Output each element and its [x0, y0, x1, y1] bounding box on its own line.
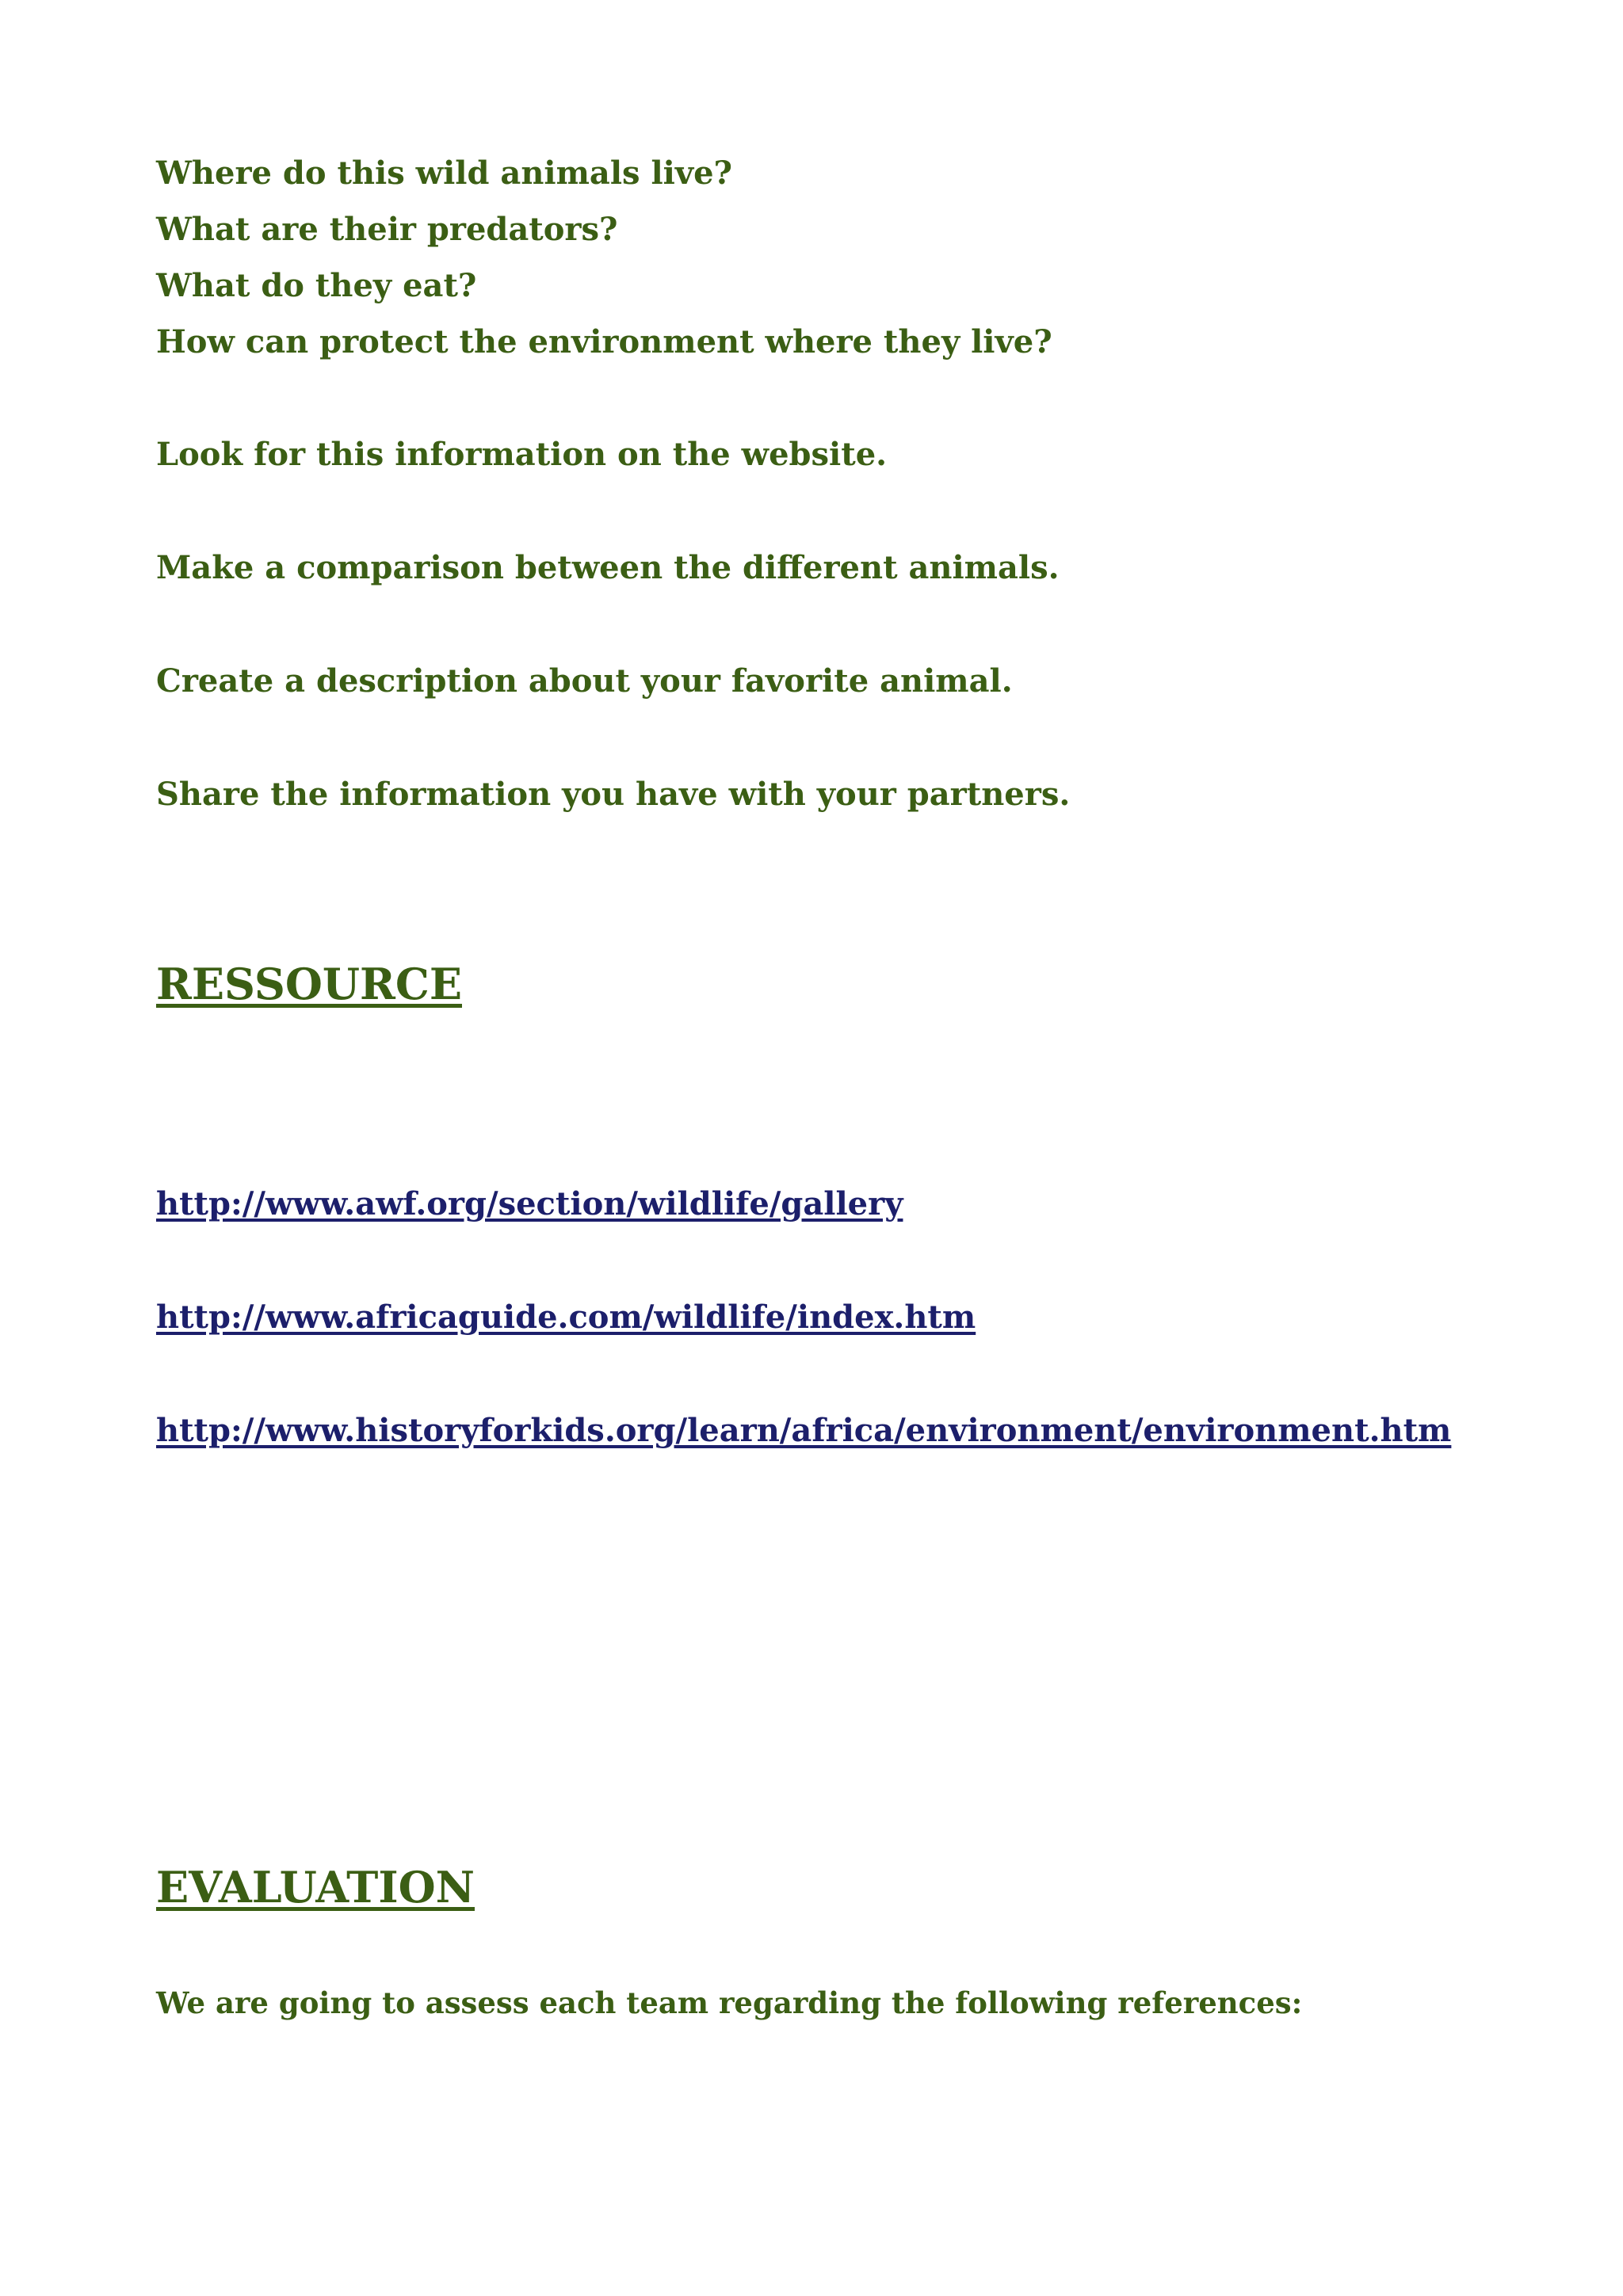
instruction-comparison: Make a comparison between the different animals.	[156, 549, 1060, 586]
resource-heading: RESSOURCE	[156, 959, 462, 1009]
resource-link-awf[interactable]: http://www.awf.org/section/wildlife/gallery	[156, 1185, 903, 1222]
question-habitat: Where do this wild animals live?	[156, 154, 732, 192]
instruction-description: Create a description about your favorite animal.	[156, 662, 1013, 700]
question-diet: What do they eat?	[156, 267, 477, 304]
resource-link-historyforkids[interactable]: http://www.historyforkids.org/learn/africa/environment/environment.htm	[156, 1412, 1452, 1449]
resource-link-africaguide[interactable]: http://www.africaguide.com/wildlife/index.htm	[156, 1299, 976, 1336]
evaluation-text: We are going to assess each team regarding the following references:	[156, 1985, 1303, 2020]
instruction-share: Share the information you have with your partners.	[156, 776, 1071, 813]
instruction-look-website: Look for this information on the website.	[156, 436, 888, 473]
evaluation-heading: EVALUATION	[156, 1862, 475, 1913]
question-protect-environment: How can protect the environment where they live?	[156, 323, 1052, 360]
question-predators: What are their predators?	[156, 211, 618, 248]
